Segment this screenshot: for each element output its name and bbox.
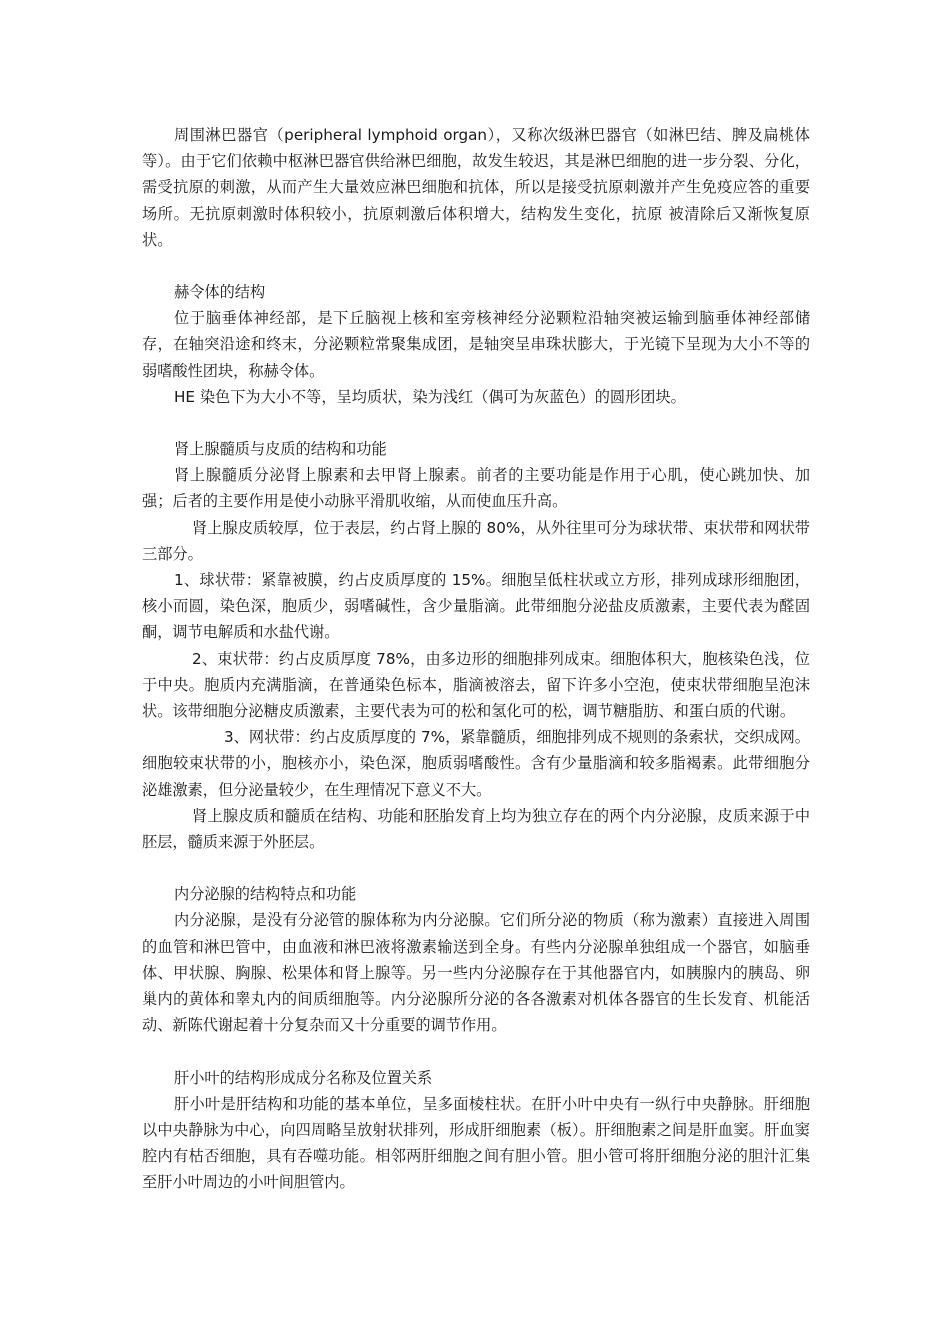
document-page <box>142 122 810 1196</box>
herring-bodies-paragraph: 位于脑垂体神经部，是下丘脑视上核和室旁核神经分泌颗粒沿轴突被运输到脑垂体神经部储存，在轴突沿途和终末，分泌颗粒常聚集成团，是轴突呈串珠状膨大，于光镜下呈现为大小不等的弱嗜酸性团块，称赫令体。 <box>142 309 810 380</box>
section-gap <box>142 1039 810 1065</box>
section-gap <box>142 410 810 436</box>
hepatic-lobule-paragraph: 肝小叶是肝结构和功能的基本单位，呈多面棱柱状。在肝小叶中央有一纵行中央静脉。肝细胞以中央静脉为中心，向四周略呈放射状排列，形成肝细胞素（板）。肝细胞素之间是肝血窦。肝血窦腔内有枯否细胞，具有吞噬功能。相邻两肝细胞之间有胆小管。胆小管可将肝细胞分泌的胆汁汇集至肝小叶周边的小叶间胆管内。 <box>142 1094 810 1192</box>
section-heading-herring-bodies: 赫令体的结构 <box>174 283 266 302</box>
he-stain-paragraph: HE 染色下为大小不等，呈均质状，染为浅红（偶可为灰蓝色）的圆形团块。 <box>174 387 686 406</box>
peripheral-lymphoid-paragraph: 周围淋巴器官（peripheral lymphoid organ），又称次级淋巴器官（如淋巴结、脾及扁桃体等）。由于它们依赖中枢淋巴器官供给淋巴细胞，故发生较迟，其是淋巴细胞的进一步分裂、分化，需受抗原的刺激，从而产生大量效应淋巴细胞和抗体，所以是接受抗原刺激并产生免疫应答的重要场所。无抗原刺激时体积较小，抗原刺激后体积增大，结构发生变化，抗原 被清除后又渐恢复原状。 <box>142 126 810 249</box>
adrenal-medulla-paragraph: 肾上腺髓质分泌肾上腺素和去甲肾上腺素。前者的主要功能是作用于心肌，使心跳加快、加强；后者的主要作用是使小动脉平滑肌收缩，从而使血压升高。 <box>142 466 810 511</box>
endocrine-paragraph: 内分泌腺，是没有分泌管的腺体称为内分泌腺。它们所分泌的物质（称为激素）直接进入周围的血管和淋巴管中，由血液和淋巴液将激素输送到全身。有些内分泌腺单独组成一个器官，如脑垂体、甲状腺、胸腺、松果体和肾上腺等。另一些内分泌腺存在于其他器官内，如胰腺内的胰岛、卵巢内的黄体和睾丸内的间质细胞等。内分泌腺所分泌的各各激素对机体各器官的生长发育、机能活动、新陈代谢起着十分复杂而又十分重要的调节作用。 <box>142 911 810 1035</box>
zona-glomerulosa-paragraph: 1、球状带：紧靠被膜，约占皮质厚度的 15%。细胞呈低柱状或立方形，排列成球形细胞团，核小而圆，染色深，胞质少，弱嗜碱性，含少量脂滴。此带细胞分泌盐皮质激素，主要代表为醛固酮，调节电解质和水盐代谢。 <box>142 571 810 642</box>
section-heading-endocrine: 内分泌腺的结构特点和功能 <box>174 885 357 904</box>
section-heading-adrenal: 肾上腺髓质与皮质的结构和功能 <box>174 440 387 459</box>
adrenal-cortex-paragraph: 肾上腺皮质较厚，位于表层，约占肾上腺的 80%，从外往里可分为球状带、束状带和网状带三部分。 <box>142 518 810 563</box>
zona-fasciculata-paragraph: 2、束状带：约占皮质厚度 78%，由多边形的细胞排列成束。细胞体积大，胞核染色浅，位于中央。胞质内充满脂滴，在普通染色标本，脂滴被溶去，留下许多小空泡，使束状带细胞呈泡沫状。该带细胞分泌糖皮质激素，主要代表为可的松和氢化可的松，调节糖脂肪、和蛋白质的代谢。 <box>142 649 810 721</box>
section-gap <box>142 855 810 881</box>
section-heading-hepatic-lobule: 肝小叶的结构形成成分名称及位置关系 <box>174 1068 433 1087</box>
zona-reticularis-paragraph: 3、网状带：约占皮质厚度的 7%，紧靠髓质，细胞排列成不规则的条索状，交织成网。细胞较束状带的小，胞核亦小，染色深，胞质弱嗜酸性。含有少量脂滴和较多脂褐素。此带细胞分泌雄激素，但分泌量较少，在生理情况下意义不大。 <box>142 728 810 799</box>
section-gap <box>142 253 810 279</box>
adrenal-origin-paragraph: 肾上腺皮质和髓质在结构、功能和胚胎发育上均为独立存在的两个内分泌腺，皮质来源于中胚层，髓质来源于外胚层。 <box>142 806 810 852</box>
